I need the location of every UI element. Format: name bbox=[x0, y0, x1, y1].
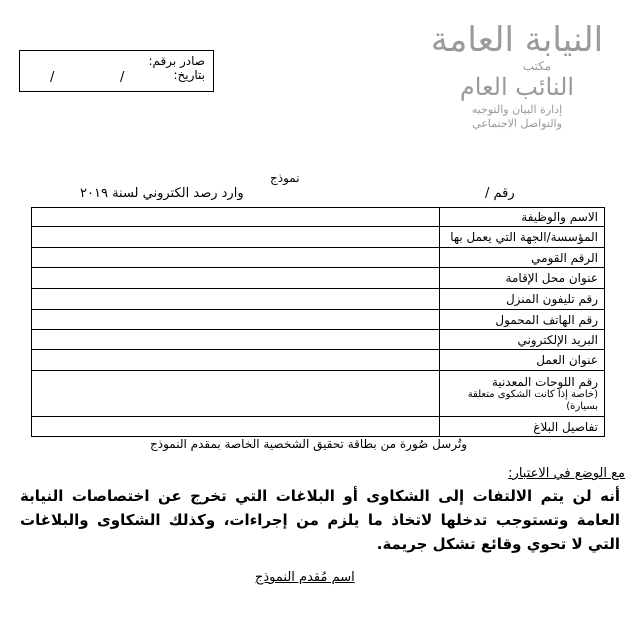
form-row bbox=[32, 417, 605, 437]
field-label-plates bbox=[440, 371, 605, 417]
field-label-institution: المؤسسة/الجهة التي يعمل بها bbox=[440, 227, 605, 248]
form-row bbox=[32, 330, 605, 350]
plates-note: (خاصة إذا كانت الشكوى متعلقة بسيارة) bbox=[467, 388, 598, 412]
form-title: نموذج bbox=[270, 171, 300, 185]
disclaimer-paragraph: أنه لن يتم الالتفات إلى الشكاوى أو البلاغات التي تخرج عن اختصاصات النيابة العامة وتستوجب تدخلها لاتخاذ ما يلزم من إجراءات، وكذلك الشكاوى والبلاغات التي لا تحوي وقائع تشكل جريمة. bbox=[20, 487, 620, 553]
consideration-heading: مع الوضع في الاعتبار: bbox=[508, 466, 625, 481]
form-row bbox=[32, 227, 605, 248]
field-label-email: البريد الإلكتروني bbox=[440, 330, 605, 350]
field-input-institution[interactable] bbox=[32, 227, 440, 248]
field-input-report-details[interactable] bbox=[32, 417, 440, 437]
form-table bbox=[31, 207, 605, 437]
form-row bbox=[32, 268, 605, 289]
field-label-name-job: الاسم والوظيفة bbox=[440, 208, 605, 227]
field-label-national-id: الرقم القومي bbox=[440, 248, 605, 268]
issue-date-label: بتاريخ: bbox=[173, 68, 205, 82]
id-photo-note: وتُرسل صُورة من بطاقة تحقيق الشخصية الخاصة بمقدم النموذج bbox=[150, 437, 468, 451]
field-input-mobile[interactable] bbox=[32, 310, 440, 330]
form-row bbox=[32, 350, 605, 371]
field-input-name-job[interactable] bbox=[32, 208, 440, 227]
logo-line-4: إدارة البيان والتوجيه bbox=[471, 103, 563, 116]
field-input-work-address[interactable] bbox=[32, 350, 440, 371]
prosecution-logo bbox=[422, 20, 612, 160]
form-row bbox=[32, 371, 605, 417]
field-input-email[interactable] bbox=[32, 330, 440, 350]
field-label-mobile: رقم الهاتف المحمول bbox=[440, 310, 605, 330]
form-row bbox=[32, 248, 605, 268]
logo-line-1: النيابة العامة bbox=[430, 20, 604, 60]
logo-line-3: النائب العام bbox=[459, 73, 575, 101]
field-input-national-id[interactable] bbox=[32, 248, 440, 268]
incoming-electronic-label: وارد رصد الكتروني لسنة ٢٠١٩ bbox=[80, 186, 244, 201]
logo-line-5: والتواصل الاجتماعي bbox=[472, 117, 562, 130]
field-input-home-phone[interactable] bbox=[32, 289, 440, 310]
issue-info-box bbox=[19, 50, 214, 92]
field-input-residence-address[interactable] bbox=[32, 268, 440, 289]
form-row bbox=[32, 208, 605, 227]
field-label-report-details: تفاصيل البلاغ bbox=[440, 417, 605, 437]
date-slash-1: / bbox=[120, 70, 125, 85]
form-row bbox=[32, 310, 605, 330]
logo-line-2: مكتب bbox=[522, 59, 552, 73]
form-row bbox=[32, 289, 605, 310]
field-input-plates[interactable] bbox=[32, 371, 440, 417]
field-label-work-address: عنوان العمل bbox=[440, 350, 605, 371]
issued-number-label: صادر برقم: bbox=[148, 54, 205, 68]
submitter-name-label: اسم مُقدم النموذج bbox=[255, 570, 355, 585]
field-label-residence-address: عنوان محل الإقامة bbox=[440, 268, 605, 289]
date-slash-2: / bbox=[50, 70, 55, 85]
field-label-home-phone: رقم تليفون المنزل bbox=[440, 289, 605, 310]
form-number-label: رقم / bbox=[485, 186, 515, 201]
plates-label-text: رقم اللوحات المعدنية bbox=[491, 374, 598, 389]
